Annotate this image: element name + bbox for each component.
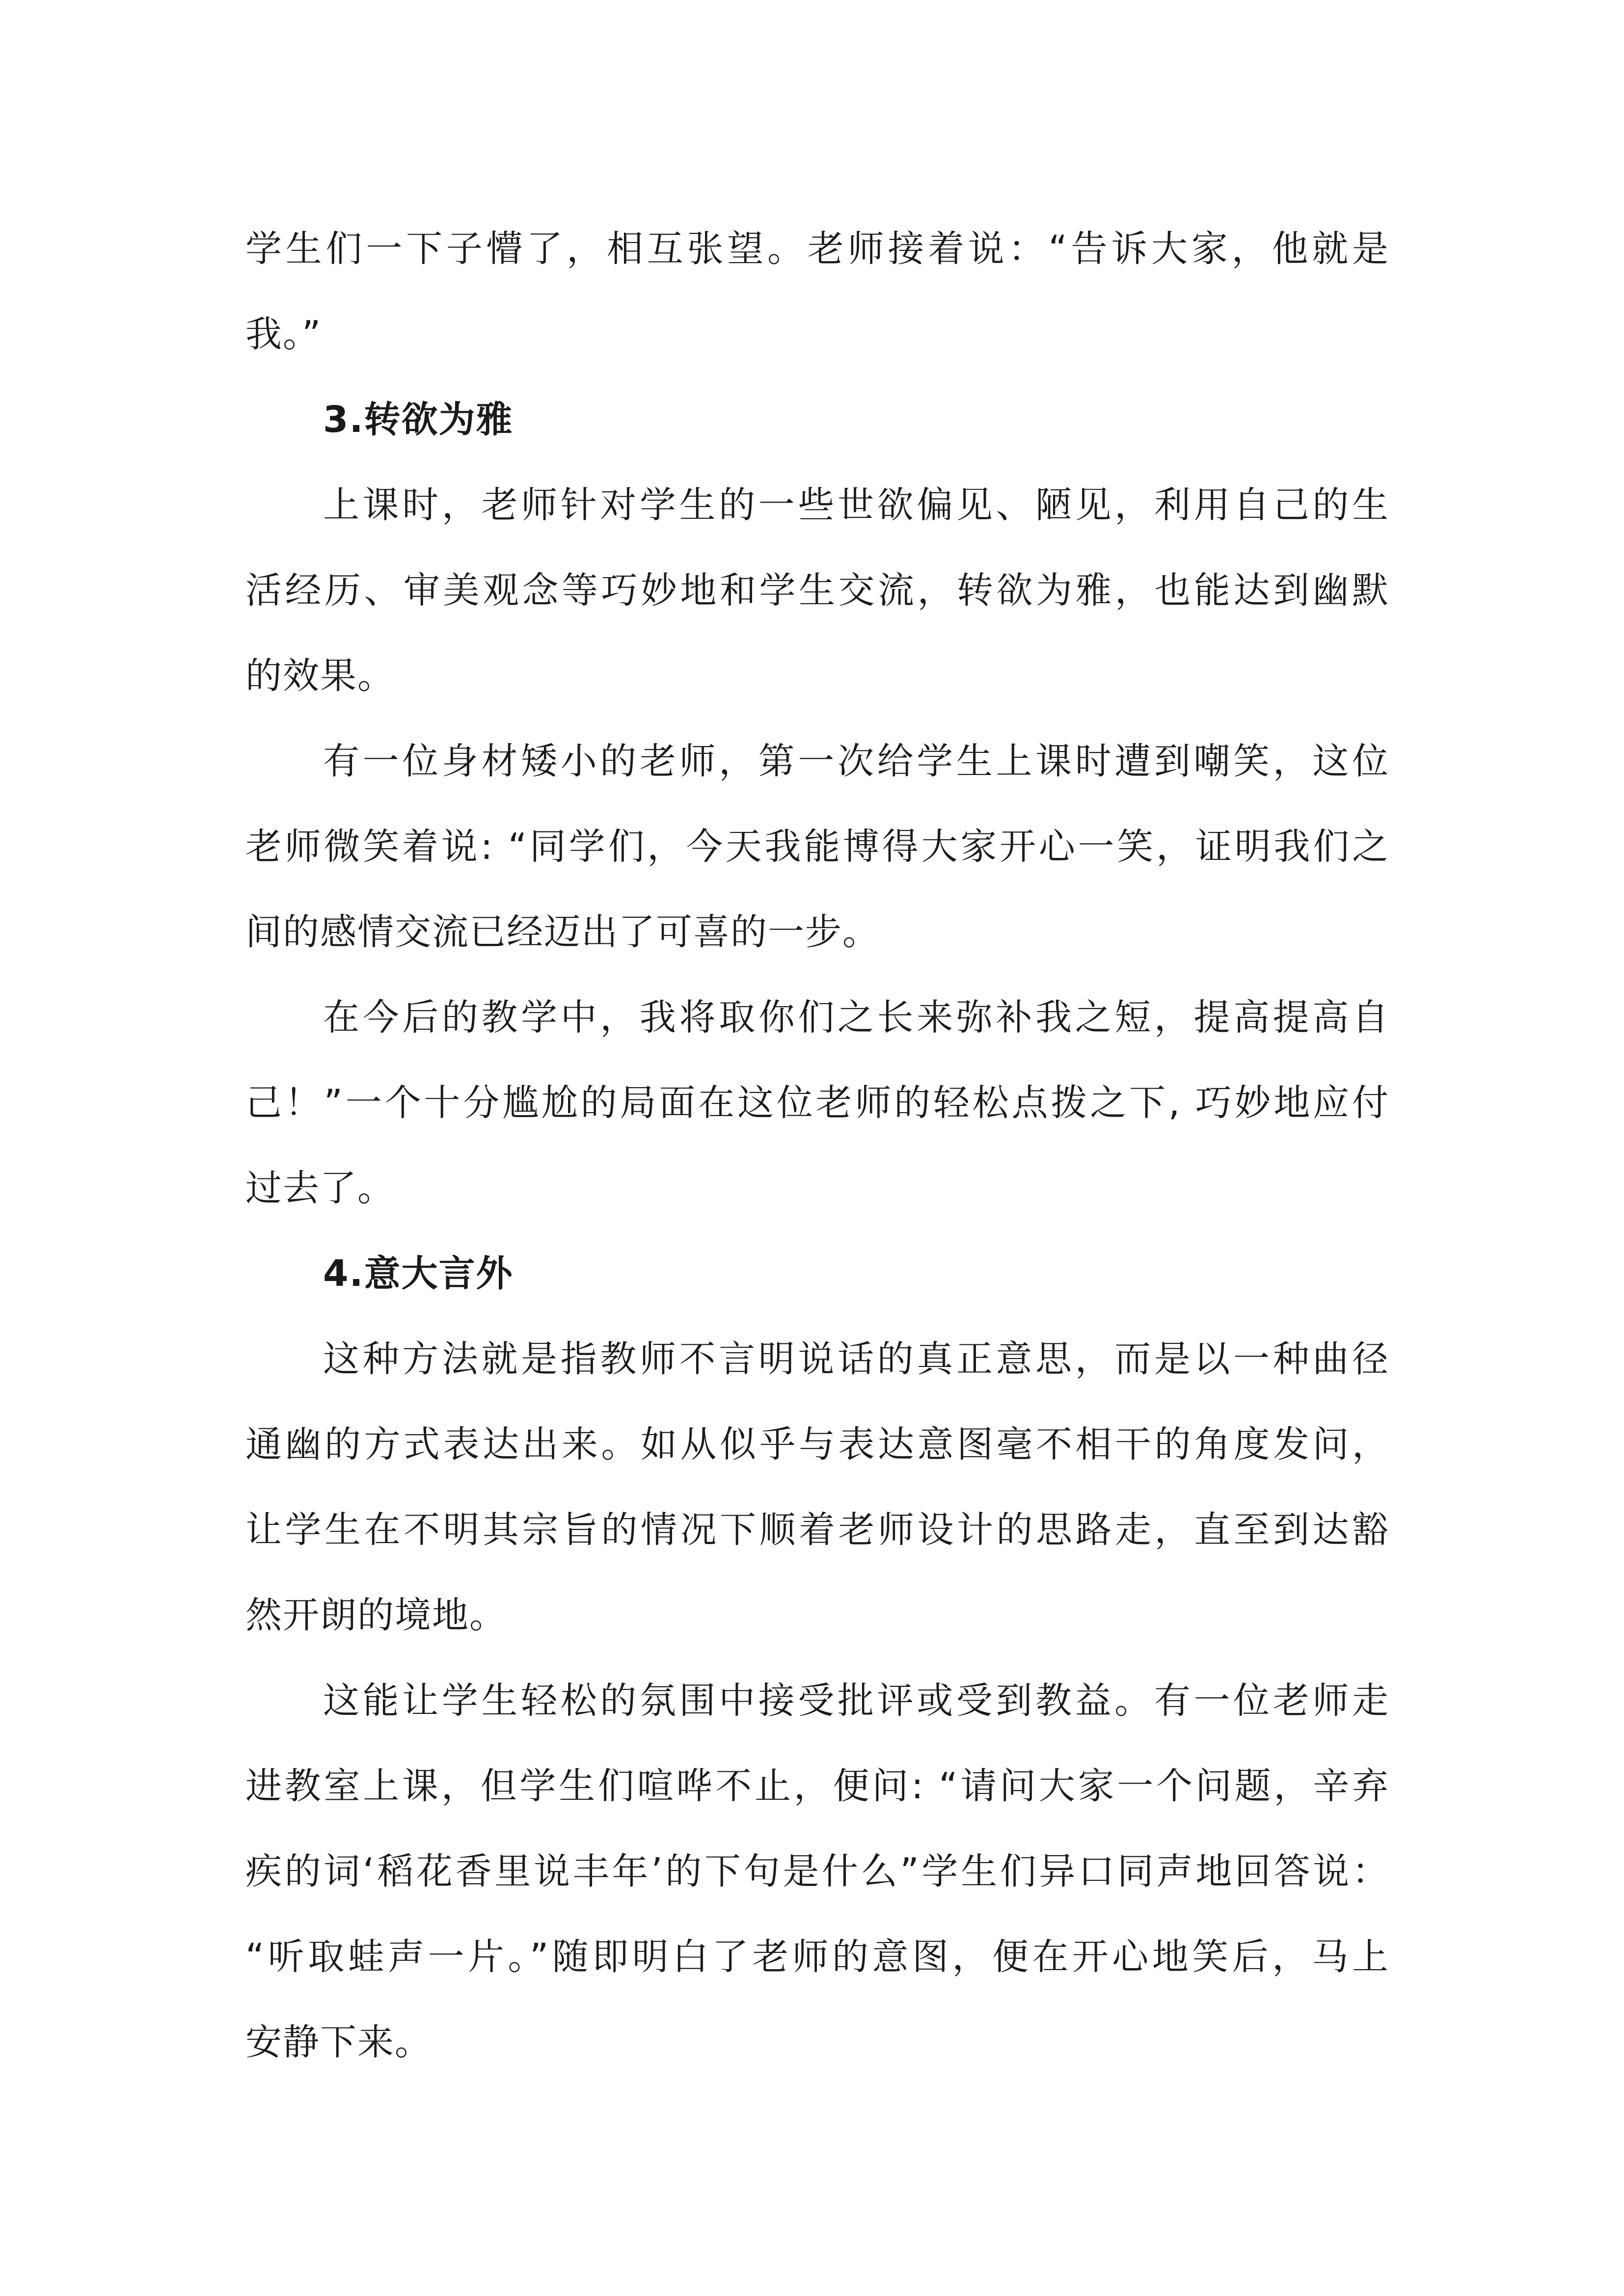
- paragraph-line: 我。”: [245, 313, 322, 355]
- paragraph-line: 安静下来。: [245, 2021, 432, 2063]
- paragraph-first-line: 上课时，老师针对学生的一些世欲偏见、陋见，利用自己的生: [323, 484, 1389, 526]
- paragraph-line: 让学生在不明其宗旨的情况下顺着老师设计的思路走，直至到达豁: [245, 1509, 1389, 1551]
- paragraph-line: 间的感情交流已经迈出了可喜的一步。: [245, 911, 880, 953]
- paragraph-line: 老师微笑着说: “同学们，今天我能博得大家开心一笑，证明我们之: [245, 826, 1389, 868]
- paragraph-line: 然开朗的境地。: [245, 1594, 507, 1636]
- paragraph-line: 过去了。: [245, 1167, 395, 1209]
- paragraph-line: 的效果。: [245, 655, 395, 697]
- paragraph-first-line: 在今后的教学中，我将取你们之长来弥补我之短，提高提高自: [323, 996, 1389, 1039]
- document-page: [245, 206, 1389, 2085]
- section-heading: 4.意大言外: [323, 1253, 514, 1295]
- paragraph-line: 学生们一下子懵了，相互张望。老师接着说：“告诉大家，他就是: [245, 228, 1389, 270]
- paragraph-line: 进教室上课，但学生们喧哗不止，便问: “请问大家一个问题，辛弃: [245, 1765, 1389, 1807]
- paragraph-line: 通幽的方式表达出来。如从似乎与表达意图毫不相干的角度发问，: [245, 1423, 1389, 1466]
- paragraph-line: 疾的词‘稻花香里说丰年’的下句是什么”学生们异口同声地回答说：: [245, 1850, 1389, 1893]
- paragraph-first-line: 有一位身材矮小的老师，第一次给学生上课时遭到嘲笑，这位: [323, 740, 1389, 782]
- paragraph-first-line: 这种方法就是指教师不言明说话的真正意思，而是以一种曲径: [323, 1338, 1389, 1380]
- paragraph-first-line: 这能让学生轻松的氛围中接受批评或受到教益。有一位老师走: [323, 1680, 1389, 1722]
- section-heading: 3.转欲为雅: [323, 399, 514, 441]
- paragraph-line: 己！”一个十分尴尬的局面在这位老师的轻松点拨之下, 巧妙地应付: [245, 1082, 1389, 1124]
- paragraph-line: “听取蛙声一片。”随即明白了老师的意图，便在开心地笑后，马上: [245, 1936, 1389, 1978]
- paragraph-line: 活经历、审美观念等巧妙地和学生交流，转欲为雅，也能达到幽默: [245, 569, 1389, 612]
